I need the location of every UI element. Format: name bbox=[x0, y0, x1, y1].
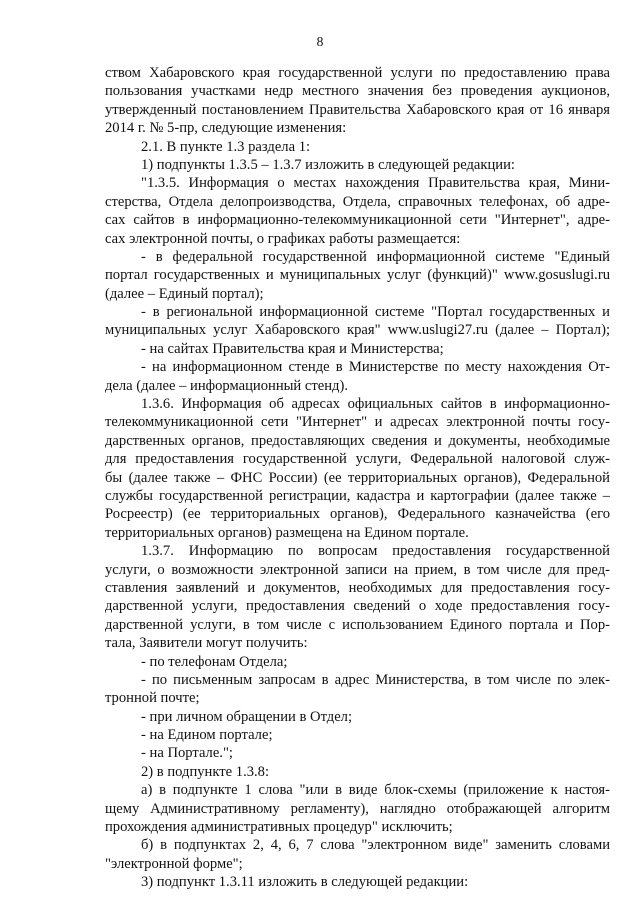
text-line: - по письменным запросам в адрес Министерства, в том числе по элек- bbox=[141, 671, 610, 688]
text-line: щему Административному регламенту), наглядно отображающей алгоритм bbox=[105, 800, 610, 817]
text-line: службы государственной регистрации, кадастра и картографии (далее также – bbox=[105, 487, 610, 504]
text-line: 1) подпункты 1.3.5 – 1.3.7 изложить в следующей редакции: bbox=[141, 156, 515, 173]
text-line: утвержденный постановлением Правительства Хабаровского края от 16 января bbox=[105, 101, 610, 118]
text-line: 1.3.7. Информацию по вопросам предоставления государственной bbox=[141, 543, 610, 560]
text-line: пользования участками недр местного значения без проведения аукционов, bbox=[105, 83, 610, 100]
text-line: ставления заявлений и документов, необходимых для предоставления госу- bbox=[105, 579, 610, 596]
text-line: 2.1. В пункте 1.3 раздела 1: bbox=[141, 138, 311, 155]
text-line: - в федеральной государственной информационной системе "Единый bbox=[141, 248, 610, 265]
text-line: - по телефонам Отдела; bbox=[141, 653, 288, 670]
text-line: стерства, Отдела делопроизводства, Отдела, справочных телефонах, об адре- bbox=[105, 193, 610, 210]
text-line: тала, Заявители могут получить: bbox=[105, 635, 308, 652]
text-line: 3) подпункт 1.3.11 изложить в следующей редакции: bbox=[141, 874, 469, 891]
page-number: 8 bbox=[316, 34, 324, 49]
text-line: сах электронной почты, о графиках работы размещается: bbox=[105, 230, 461, 247]
text-line: - в региональной информационной системе "Портал государственных и bbox=[141, 304, 610, 321]
text-line: дарственной услуги, предоставления сведений о ходе предоставления госу- bbox=[105, 598, 610, 615]
text-line: (далее – Единый портал); bbox=[105, 285, 264, 302]
text-line: дарственных органов, предоставляющих сведения и документы, необходимые bbox=[105, 432, 610, 449]
text-line: "электронной форме"; bbox=[105, 855, 243, 872]
text-line: б) в подпунктах 2, 4, 6, 7 слова "электронном виде" заменить словами bbox=[141, 837, 610, 854]
text-line: - при личном обращении в Отдел; bbox=[141, 708, 353, 725]
text-line: ством Хабаровского края государственной услуги по предоставлению права bbox=[105, 65, 610, 81]
text-line: 2) в подпункте 1.3.8: bbox=[141, 763, 270, 780]
text-line: 2014 г. № 5-пр, следующие изменения: bbox=[105, 120, 347, 137]
text-line: дела (далее – информационный стенд). bbox=[105, 377, 348, 394]
text-line: "1.3.5. Информация о местах нахождения Правительства края, Мини- bbox=[141, 175, 610, 192]
text-line: - на Едином портале; bbox=[141, 727, 273, 744]
text-line: а) в подпункте 1 слова "или в виде блок-схемы (приложение к настоя- bbox=[141, 782, 610, 799]
text-line: муниципальных услуг Хабаровского края" www.uslugi27.ru (далее – Портал); bbox=[105, 322, 610, 339]
text-line: сах сайтов в информационно-телекоммуникационной сети "Интернет", адре- bbox=[105, 212, 610, 229]
text-line: Росреестр) (ее территориальных органов), Федерального казначейства (его bbox=[105, 506, 610, 523]
text-line: тронной почте; bbox=[105, 690, 200, 707]
document-body bbox=[105, 64, 610, 892]
text-line: бы (далее также – ФНС России) (ее территориальных органов), Федеральной bbox=[105, 469, 610, 486]
text-line: для предоставления государственной услуги, Федеральной налоговой служ- bbox=[105, 451, 610, 468]
text-line: - на информационном стенде в Министерстве по месту нахождения От- bbox=[141, 359, 610, 376]
text-line: прохождения административных процедур" исключить; bbox=[105, 819, 453, 836]
text-line: услуги, о возможности электронной записи на прием, в том числе для пред- bbox=[105, 561, 610, 578]
text-line: дарственной услуги, в том числе с использованием Единого портала и Пор- bbox=[105, 616, 610, 633]
text-line: портал государственных и муниципальных услуг (функций)" www.gosuslugi.ru bbox=[105, 267, 610, 284]
text-line: 1.3.6. Информация об адресах официальных сайтов в информационно- bbox=[141, 396, 610, 413]
text-line: - на сайтах Правительства края и Министерства; bbox=[141, 340, 444, 357]
text-line: телекоммуникационной сети "Интернет" и адресах электронной почты госу- bbox=[105, 414, 610, 431]
text-line: территориальных органов) размещена на Едином портале. bbox=[105, 524, 469, 541]
text-line: - на Портале."; bbox=[141, 745, 233, 762]
